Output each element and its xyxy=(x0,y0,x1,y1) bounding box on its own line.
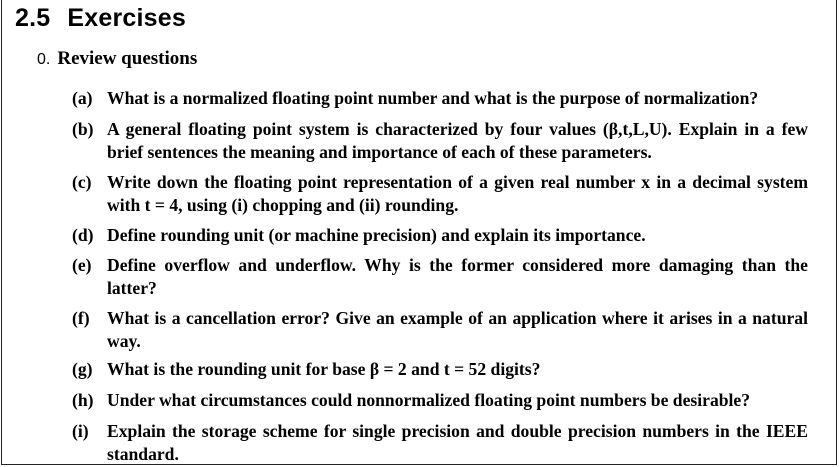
question-label: (h) xyxy=(72,390,94,410)
question-text: Define rounding unit (or machine precision) and explain its importance. xyxy=(107,225,646,245)
question-item xyxy=(72,254,808,300)
section-heading xyxy=(15,4,186,33)
question-text: A general floating point system is characterized by four values (β,t,L,U). Explain in a few brief sentences the meaning and importance of each of these parameters. xyxy=(107,119,808,162)
subsection-number: 0. xyxy=(37,51,51,68)
question-label: (e) xyxy=(72,255,92,275)
question-label: (a) xyxy=(72,88,93,108)
question-text: Under what circumstances could nonnormalized floating point numbers be desirable? xyxy=(107,390,751,410)
question-label: (f) xyxy=(72,308,90,328)
question-text: What is a cancellation error? Give an example of an application where it arises in a natural way. xyxy=(107,308,808,351)
subsection-title: Review questions xyxy=(57,48,198,69)
question-label: (d) xyxy=(72,225,94,245)
section-title: Exercises xyxy=(67,4,186,32)
question-label: (i) xyxy=(72,421,89,441)
question-item xyxy=(72,358,808,381)
question-label: (b) xyxy=(72,119,94,139)
question-text: Explain the storage scheme for single precision and double precision numbers in the IEEE standard. xyxy=(107,421,808,464)
question-text: Define overflow and underflow. Why is the former considered more damaging than the latter? xyxy=(107,255,808,298)
question-item xyxy=(72,224,808,247)
question-label: (c) xyxy=(72,172,92,192)
question-text: Write down the floating point representation of a given real number x in a decimal system with t = 4, using (i) chopping and (ii) rounding. xyxy=(107,172,808,215)
section-number: 2.5 xyxy=(15,4,51,32)
question-text: What is the rounding unit for base β = 2 and t = 52 digits? xyxy=(107,359,541,379)
question-item xyxy=(72,389,808,412)
question-item xyxy=(72,307,808,353)
question-item xyxy=(72,171,808,217)
question-item xyxy=(72,420,808,466)
question-label: (g) xyxy=(72,359,93,379)
question-text: What is a normalized floating point number and what is the purpose of normalization? xyxy=(107,88,759,108)
question-item xyxy=(72,118,808,164)
subsection-heading xyxy=(37,48,197,70)
question-item xyxy=(72,87,808,110)
